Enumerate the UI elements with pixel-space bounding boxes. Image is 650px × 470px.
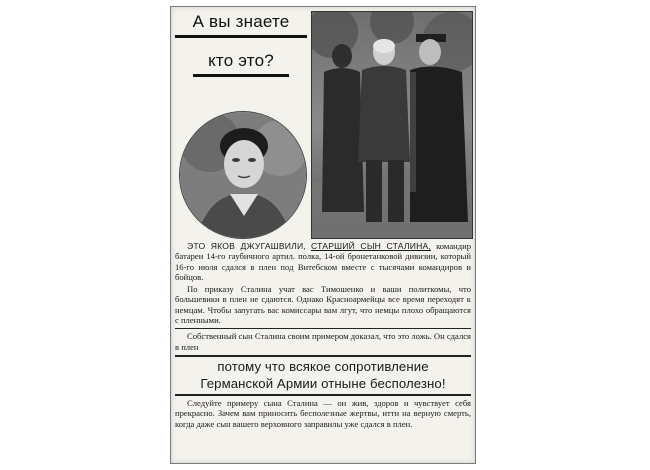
group-photo [311, 11, 473, 239]
heading-rule-2 [193, 74, 289, 77]
paragraph-3: Собственный сын Сталина своим примером доказал, что это ложь. Он сдался в плен [175, 331, 471, 352]
leaflet-page [170, 6, 476, 464]
portrait-photo [179, 111, 307, 239]
lead-name: ЭТО ЯКОВ ДЖУГАШВИЛИ, [187, 241, 306, 251]
leaflet-text [175, 241, 471, 431]
heading-line-1: А вы знаете [192, 12, 290, 31]
paragraph-2: По приказу Сталина учат вас Тимошенко и ваши политкомы, что большевики в плен не сдаются. Однако Красноармейцы все время переходят к немцам. Чтобы запугать вас комиссары вам лгут, что немцы плохо обращаются с пленными. [175, 284, 471, 326]
divider-thick [175, 355, 471, 357]
final-paragraph: Следуйте примеру сына Сталина — он жив, здоров и чувствует себя прекрасно. Зачем вам приносить бесполезные жертвы, итти на верную смерть, когда даже сын вашего верховного заправилы уже сдался в плен. [175, 397, 471, 429]
divider-thick-2 [175, 394, 471, 396]
final-block [175, 398, 471, 429]
lead-rest: командир батареи 14-го гаубичного артил. полка, 14-ой бронетанковой дивизии, который 16-го июля сдался в плен под Витебском вместе с тысячами командиров и бойцов. [175, 241, 471, 282]
leaflet-heading [175, 13, 307, 77]
heading-line-2: кто это? [208, 51, 274, 70]
group-photo-image [312, 12, 472, 238]
portrait-image [180, 112, 306, 238]
slogan-line-2: Германской Армии отныне бесполезно! [200, 375, 446, 391]
lead-paragraph [175, 241, 471, 282]
heading-rule [175, 35, 307, 38]
divider [175, 328, 471, 329]
slogan-line-1: потому что всякое сопротивление [217, 358, 429, 374]
lead-underlined: СТАРШИЙ СЫН СТАЛИНА, [310, 241, 432, 251]
